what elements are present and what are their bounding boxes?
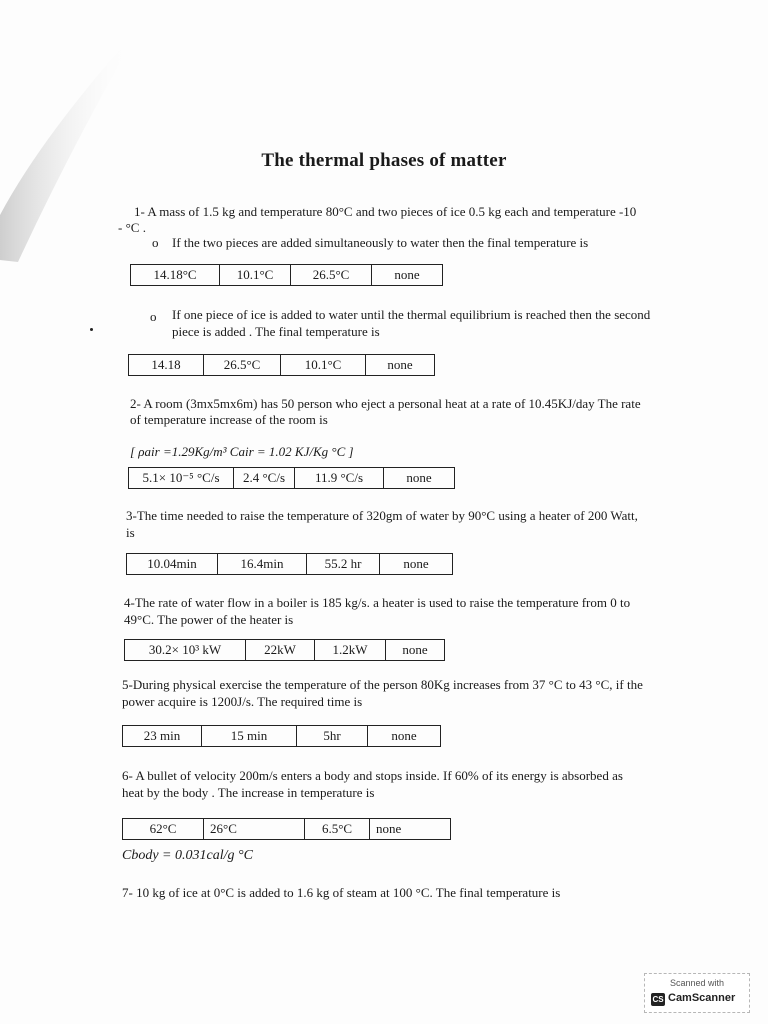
scan-shadow bbox=[0, 0, 140, 280]
stray-mark bbox=[90, 328, 93, 331]
question-2-options bbox=[128, 467, 455, 489]
option-cell[interactable]: 1.2kW bbox=[315, 640, 386, 661]
watermark-brand: CamScanner bbox=[668, 992, 736, 1004]
option-cell[interactable]: 10.1°C bbox=[220, 265, 291, 286]
watermark-caption: Scanned with bbox=[669, 978, 725, 988]
option-cell[interactable]: none bbox=[386, 640, 445, 661]
camscanner-logo-icon: CS bbox=[652, 995, 664, 1004]
option-cell[interactable]: 55.2 hr bbox=[307, 554, 380, 575]
question-5-line-2: power acquire is 1200J/s. The required time is bbox=[122, 694, 363, 709]
question-2-line-1: 2- A room (3mx5mx6m) has 50 person who eject a personal heat at a rate of 10.45KJ/day The rate bbox=[130, 396, 641, 411]
option-cell[interactable]: 22kW bbox=[246, 640, 315, 661]
question-5-options bbox=[122, 725, 441, 747]
question-1a-options bbox=[130, 264, 443, 286]
option-cell[interactable]: 16.4min bbox=[218, 554, 307, 575]
option-cell[interactable]: 10.1°C bbox=[281, 355, 366, 376]
option-cell[interactable]: 5hr bbox=[297, 726, 368, 747]
option-cell[interactable]: none bbox=[384, 468, 455, 489]
bullet-circle-icon: o bbox=[152, 235, 159, 250]
option-cell[interactable]: 30.2× 10³ kW bbox=[125, 640, 246, 661]
question-1-line-2: - °C . bbox=[118, 220, 146, 235]
option-cell[interactable]: 15 min bbox=[202, 726, 297, 747]
option-cell[interactable]: none bbox=[380, 554, 453, 575]
option-cell[interactable]: 26.5°C bbox=[204, 355, 281, 376]
question-1b-options bbox=[128, 354, 435, 376]
option-cell[interactable]: 11.9 °C/s bbox=[295, 468, 384, 489]
question-4-line-2: 49°C. The power of the heater is bbox=[124, 612, 294, 627]
option-cell[interactable]: 10.04min bbox=[127, 554, 218, 575]
question-6-options bbox=[122, 818, 451, 840]
option-cell[interactable]: none bbox=[368, 726, 441, 747]
option-cell[interactable]: 26°C bbox=[204, 819, 305, 840]
question-3-line-2: is bbox=[126, 525, 135, 540]
bullet-circle-icon: o bbox=[150, 309, 157, 324]
option-cell[interactable]: 5.1× 10⁻⁵ °C/s bbox=[129, 468, 234, 489]
option-cell[interactable]: 23 min bbox=[123, 726, 202, 747]
question-7-line-1: 7- 10 kg of ice at 0°C is added to 1.6 kg of steam at 100 °C. The final temperature is bbox=[122, 885, 561, 900]
question-4-line-1: 4-The rate of water flow in a boiler is 185 kg/s. a heater is used to raise the temperature from 0 to bbox=[124, 595, 631, 610]
option-cell[interactable]: 14.18°C bbox=[131, 265, 220, 286]
question-1b-text-line-1: If one piece of ice is added to water until the thermal equilibrium is reached then the second bbox=[172, 307, 651, 322]
option-cell[interactable]: 14.18 bbox=[129, 355, 204, 376]
camscanner-watermark bbox=[644, 973, 750, 1013]
question-1b-text-line-2: piece is added . The final temperature is bbox=[172, 324, 380, 339]
question-6-line-1: 6- A bullet of velocity 200m/s enters a body and stops inside. If 60% of its energy is absorbed as bbox=[122, 768, 623, 783]
question-4-options bbox=[124, 639, 445, 661]
question-5-line-1: 5-During physical exercise the temperature of the person 80Kg increases from 37 °C to 43 °C, if the bbox=[122, 677, 643, 692]
question-3-options bbox=[126, 553, 453, 575]
question-2-given: [ ρair =1.29Kg/m³ Cair = 1.02 KJ/Kg °C ] bbox=[130, 444, 354, 459]
option-cell[interactable]: 2.4 °C/s bbox=[234, 468, 295, 489]
question-1a-text: If the two pieces are added simultaneously to water then the final temperature is bbox=[172, 235, 589, 250]
question-6-line-2: heat by the body . The increase in temperature is bbox=[122, 785, 375, 800]
option-cell[interactable]: none bbox=[366, 355, 435, 376]
option-cell[interactable]: 26.5°C bbox=[291, 265, 372, 286]
question-3-line-1: 3-The time needed to raise the temperature of 320gm of water by 90°C using a heater of 200 Watt, bbox=[126, 508, 638, 523]
question-1-line-1: 1- A mass of 1.5 kg and temperature 80°C and two pieces of ice 0.5 kg each and temperature -10 bbox=[134, 204, 637, 219]
option-cell[interactable]: 62°C bbox=[123, 819, 204, 840]
question-2-line-2: of temperature increase of the room is bbox=[130, 412, 328, 427]
question-6-given: Cbody = 0.031cal/g °C bbox=[122, 848, 253, 863]
option-cell[interactable]: none bbox=[370, 819, 451, 840]
option-cell[interactable]: 6.5°C bbox=[305, 819, 370, 840]
page-title: The thermal phases of matter bbox=[261, 150, 507, 171]
option-cell[interactable]: none bbox=[372, 265, 443, 286]
